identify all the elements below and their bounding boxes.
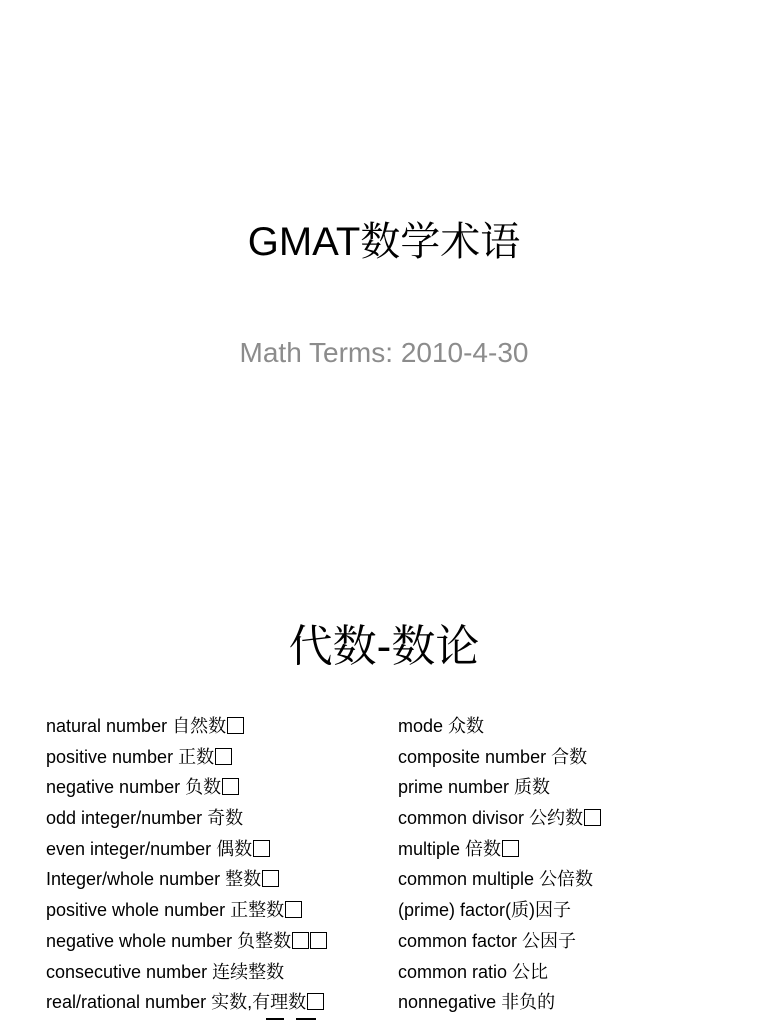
- term-item: [398, 864, 738, 895]
- term-item: [398, 834, 738, 865]
- term-item: [46, 772, 386, 803]
- missing-glyph-box: [502, 840, 519, 857]
- term-item: [46, 834, 386, 865]
- term-text: mode 众数: [398, 716, 485, 736]
- term-item: [398, 803, 738, 834]
- term-text: multiple 倍数: [398, 838, 502, 859]
- term-text: common factor 公因子: [398, 930, 577, 951]
- term-text: common ratio 公比: [398, 961, 549, 982]
- term-text: even integer/number 偶数: [46, 838, 253, 859]
- term-item: [398, 957, 738, 988]
- term-text: Integer/whole number 整数: [46, 869, 262, 890]
- term-text: negative number 负数: [46, 777, 222, 798]
- term-item: [46, 803, 386, 834]
- missing-glyph-box: [227, 717, 244, 734]
- term-item: [46, 864, 386, 895]
- missing-glyph-box: [310, 932, 327, 949]
- term-item: [398, 987, 738, 1018]
- term-text: real/rational number 实数,有理数: [46, 992, 307, 1013]
- missing-glyph-box: [584, 809, 601, 826]
- term-item: [46, 895, 386, 926]
- missing-glyph-box: [215, 748, 232, 765]
- term-text: prime number 质数: [398, 777, 551, 798]
- term-text: consecutive number 连续整数: [46, 961, 285, 982]
- term-item: [46, 957, 386, 988]
- truncated-glyph-fragment: [296, 1018, 316, 1026]
- term-item: [398, 711, 738, 742]
- term-item: [398, 926, 738, 957]
- missing-glyph-box: [253, 840, 270, 857]
- terms-list-left: [46, 711, 386, 1018]
- term-text: natural number 自然数: [46, 716, 227, 736]
- section-title: 代数-数论: [288, 622, 480, 671]
- term-item: [46, 926, 386, 957]
- slide-subtitle: Math Terms: 2010-4-30: [239, 337, 529, 368]
- term-item: [46, 987, 386, 1018]
- term-text: negative whole number 负整数: [46, 930, 292, 951]
- term-text: common divisor 公约数: [398, 808, 584, 829]
- term-text: common multiple 公倍数: [398, 869, 594, 890]
- term-text: composite number 合数: [398, 746, 588, 767]
- term-item: [46, 711, 386, 742]
- missing-glyph-box: [307, 993, 324, 1010]
- term-text: (prime) factor(质)因子: [398, 900, 572, 921]
- missing-glyph-box: [222, 778, 239, 795]
- missing-glyph-box: [262, 870, 279, 887]
- term-item: [46, 742, 386, 773]
- term-text: positive number 正数: [46, 746, 215, 767]
- slide-title: GMAT数学术语: [247, 220, 521, 264]
- terms-list-right: [398, 711, 738, 1018]
- missing-glyph-box: [292, 932, 309, 949]
- truncated-glyph-fragment: [266, 1018, 284, 1026]
- term-text: nonnegative 非负的: [398, 992, 556, 1013]
- term-item: [398, 772, 738, 803]
- missing-glyph-box: [285, 901, 302, 918]
- term-text: odd integer/number 奇数: [46, 808, 244, 829]
- term-item: [398, 895, 738, 926]
- term-text: positive whole number 正整数: [46, 900, 285, 921]
- term-item: [398, 742, 738, 773]
